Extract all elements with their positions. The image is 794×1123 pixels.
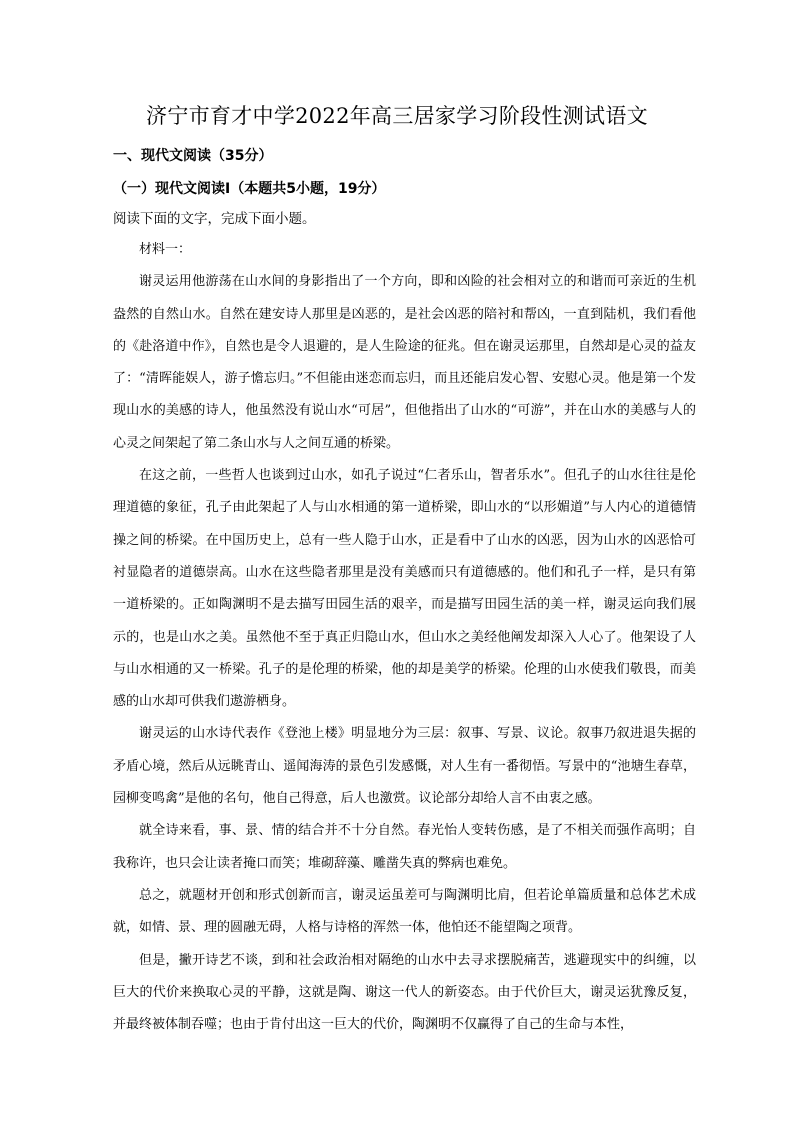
paragraph-1: 谢灵运用他游荡在山水间的身影指出了一个方向，即和凶险的社会相对立的和谐而可亲近的生机盎然的自然山水。自然在建安诗人那里是凶恶的，是社会凶恶的陪衬和帮凶，一直到陆机，我们看他的《赴洛道中作》，自然也是令人退避的，是人生险途的征兆。但在谢灵运那里，自然却是心灵的益友了：“清晖能娱人，游子憺忘归。”不但能由迷恋而忘归，而且还能启发心智、安慰心灵。他是第一个发现山水的美感的诗人，他虽然没有说山水“可居”，但他指出了山水的“可游”，并在山水的美感与人的心灵之间架起了第二条山水与人之间互通的桥梁。 [113,274,696,451]
paragraph-4: 就全诗来看，事、景、情的结合并不十分自然。春光怡人变转伤感，是了不相关而强作高明；自我称许，也只会让读者掩口而笑；堆砌辞藻、雕凿失真的弊病也难免。 [113,823,696,871]
paragraph-6: 但是，撇开诗艺不谈，到和社会政治相对隔绝的山水中去寻求摆脱痛苦，逃避现实中的纠缠，以巨大的代价来换取心灵的平静，这就是陶、谢这一代人的新姿态。由于代价巨大，谢灵运犹豫反复，并最终被体制吞噬；也由于肯付出这一巨大的代价，陶渊明不仅赢得了自己的生命与本性， [113,952,696,1033]
reading-instruction: 阅读下面的文字，完成下面小题。 [113,211,316,227]
paragraph-5: 总之，就题材开创和形式创新而言，谢灵运虽差可与陶渊明比肩，但若论单篇质量和总体艺术成就，如情、景、理的圆融无碍，人格与诗格的浑然一体，他怕还不能望陶之项背。 [113,887,696,936]
passage-body [113,234,696,1041]
paragraph-3: 谢灵运的山水诗代表作《登池上楼》明显地分为三层：叙事、写景、议论。叙事乃叙进退失据的矛盾心境，然后从远眺青山、遥闻海涛的景色引发感慨，对人生有一番彻悟。写景中的“池塘生春草，园柳变鸣禽”是他的名句，他自己得意，后人也激赏。议论部分却给人言不由衷之感。 [113,726,696,807]
paragraph-2: 在这之前，一些哲人也谈到过山水，如孔子说过“仁者乐山，智者乐水”。但孔子的山水往往是伦理道德的象征，孔子由此架起了人与山水相通的第一道桥梁，即山水的“以形媚道”与人内心的道德情操之间的桥梁。在中国历史上，总有一些人隐于山水，正是看中了山水的凶恶，因为山水的凶恶恰可衬显隐者的道德崇高。山水在这些隐者那里是没有美感而只有道德感的。他们和孔子一样，是只有第一道桥梁的。正如陶渊明不是去描写田园生活的艰辛，而是描写田园生活的美一样，谢灵运向我们展示的，也是山水之美。虽然他不至于真正归隐山水，但山水之美经他阐发却深入人心了。他架设了人与山水相通的又一桥梁。孔子的是伦理的桥梁，他的却是美学的桥梁。伦理的山水使我们敬畏，而美感的山水却可供我们遨游栖身。 [113,468,696,710]
section-heading: 一、现代文阅读（35分） [113,148,273,164]
material-label: 材料一： [139,242,192,257]
subsection-heading: （一）现代文阅读Ⅰ（本题共5小题，19分） [113,181,386,197]
document-title: 济宁市育才中学2022年高三居家学习阶段性测试语文 [146,104,648,128]
